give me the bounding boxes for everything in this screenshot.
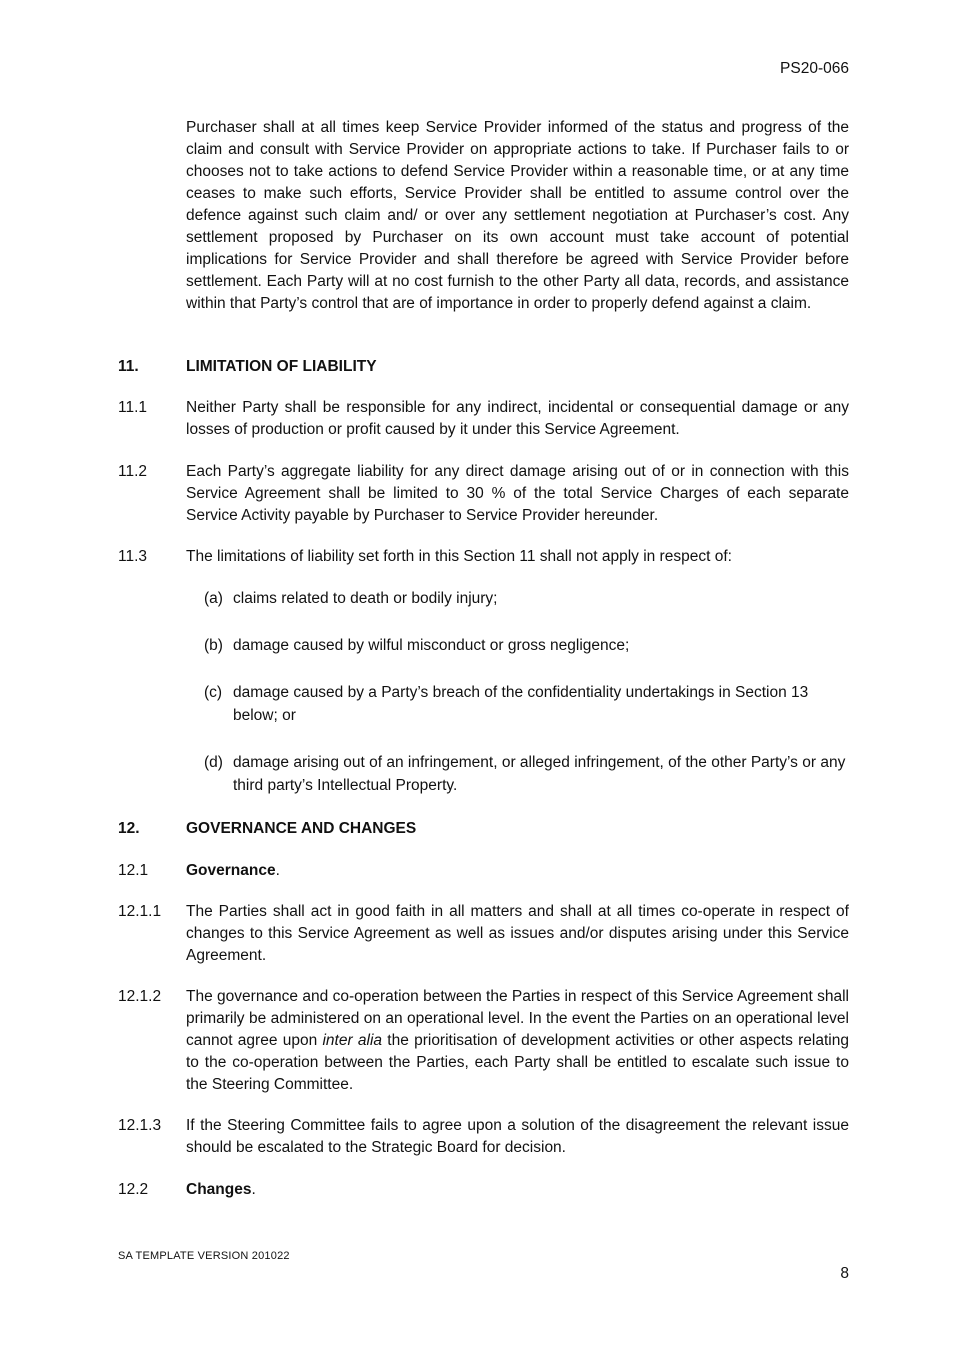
clause-12-1 <box>118 860 849 882</box>
clause-text: The limitations of liability set forth in this Section 11 shall not apply in respect of: <box>186 548 732 565</box>
sub-item-label: (d) <box>204 754 223 771</box>
intro-paragraph: Purchaser shall at all times keep Service Provider informed of the status and progress of the claim and consult with Service Provider on appropriate actions to take. If Purchaser fails to or chooses not to take actions to defend Service Provider within a reasonable time, or at any time ceases to make such efforts, Service Provider shall be entitled to assume control over the defence against such claim and/ or over any settlement negotiation at Purchaser’s cost. Any settlement proposed by Purchaser on its own account must take account of potential implications for Service Provider and shall therefore be agreed with Service Provider before settlement. Each Party will at no cost furnish to the other Party all data, records, and assistance within that Party’s control that are of importance in order to properly defend against a claim. <box>186 119 849 312</box>
clause-12-1-3 <box>118 1115 849 1159</box>
clause-number: 11.1 <box>118 399 148 416</box>
clause-heading-punct: . <box>275 862 280 879</box>
clause-11-1 <box>118 397 849 441</box>
clause-11-2 <box>118 461 849 527</box>
section-title: LIMITATION OF LIABILITY <box>186 358 377 375</box>
sub-item-text: claims related to death or bodily injury; <box>233 590 498 607</box>
clause-heading-title: Changes <box>186 1181 252 1198</box>
clause-number: 11.3 <box>118 548 148 565</box>
clause-heading <box>186 860 849 882</box>
clause-heading-punct: . <box>251 1181 256 1198</box>
sub-item-text: damage caused by wilful misconduct or gross negligence; <box>233 637 630 654</box>
clause-number: 12.1.1 <box>118 903 162 920</box>
clause-12-1-1 <box>118 901 849 967</box>
clause-text-after: the prioritisation of development activities or other aspects relating to the co-operation between the Parties, each Party shall be entitled to escalate such issue to the Steering Committee. <box>186 1032 849 1093</box>
clause-heading-title: Governance <box>186 862 276 879</box>
clause-number: 12.1 <box>118 862 149 879</box>
sub-item-text: damage arising out of an infringement, or alleged infringement, of the other Party’s or any third party’s Intellectual Property. <box>233 754 846 794</box>
section-title: GOVERNANCE AND CHANGES <box>186 820 417 837</box>
clause-number: 12.1.2 <box>118 988 162 1005</box>
section-11-heading <box>118 356 849 378</box>
clause-text: The Parties shall act in good faith in all matters and shall at all times co-operate in respect of changes to this Service Agreement as well as issues and/or disputes arising under this Service Agreement. <box>186 903 849 964</box>
clause-heading <box>186 1179 849 1201</box>
sub-item-label: (b) <box>204 637 223 654</box>
clause-text: Each Party’s aggregate liability for any direct damage arising out of or in connection with this Service Agreement shall be limited to 30 % of the total Service Charges of each separate Service Activity payable by Purchaser to Service Provider hereunder. <box>186 463 849 524</box>
section-number: 12. <box>118 820 140 837</box>
clause-number: 12.1.3 <box>118 1117 162 1134</box>
sub-item-b <box>204 634 849 657</box>
clause-text: Neither Party shall be responsible for any indirect, incidental or consequential damage or any losses of production or profit caused by it under this Service Agreement. <box>186 399 849 438</box>
clause-text-before: The governance and co-operation between the Parties in respect of this Service Agreement shall primarily be administered on an operational level. In the event the Parties on an operational level cannot agree upon <box>186 988 849 1049</box>
sub-item-d <box>204 751 849 797</box>
clause-text <box>186 986 849 1096</box>
intro-paragraph-block <box>118 117 849 315</box>
clause-number: 12.2 <box>118 1181 149 1198</box>
page-number: 8 <box>840 1265 849 1282</box>
sub-item-a <box>204 587 849 610</box>
footer-template-version: SA TEMPLATE VERSION 201022 <box>118 1250 290 1262</box>
sub-item-label: (a) <box>204 590 223 607</box>
clause-number: 11.2 <box>118 463 148 480</box>
clause-text-italic: inter alia <box>322 1032 383 1049</box>
sub-item-c <box>204 681 849 727</box>
clause-12-1-2 <box>118 986 849 1096</box>
sub-item-text: damage caused by a Party’s breach of the confidentiality undertakings in Section 13 below; or <box>233 684 809 724</box>
clause-12-2 <box>118 1179 849 1201</box>
section-12-heading <box>118 818 849 840</box>
clause-text: If the Steering Committee fails to agree upon a solution of the disagreement the relevant issue should be escalated to the Strategic Board for decision. <box>186 1117 849 1156</box>
section-number: 11. <box>118 358 139 375</box>
document-id: PS20-066 <box>780 60 849 77</box>
clause-11-3 <box>118 546 849 568</box>
sub-item-label: (c) <box>204 684 223 701</box>
